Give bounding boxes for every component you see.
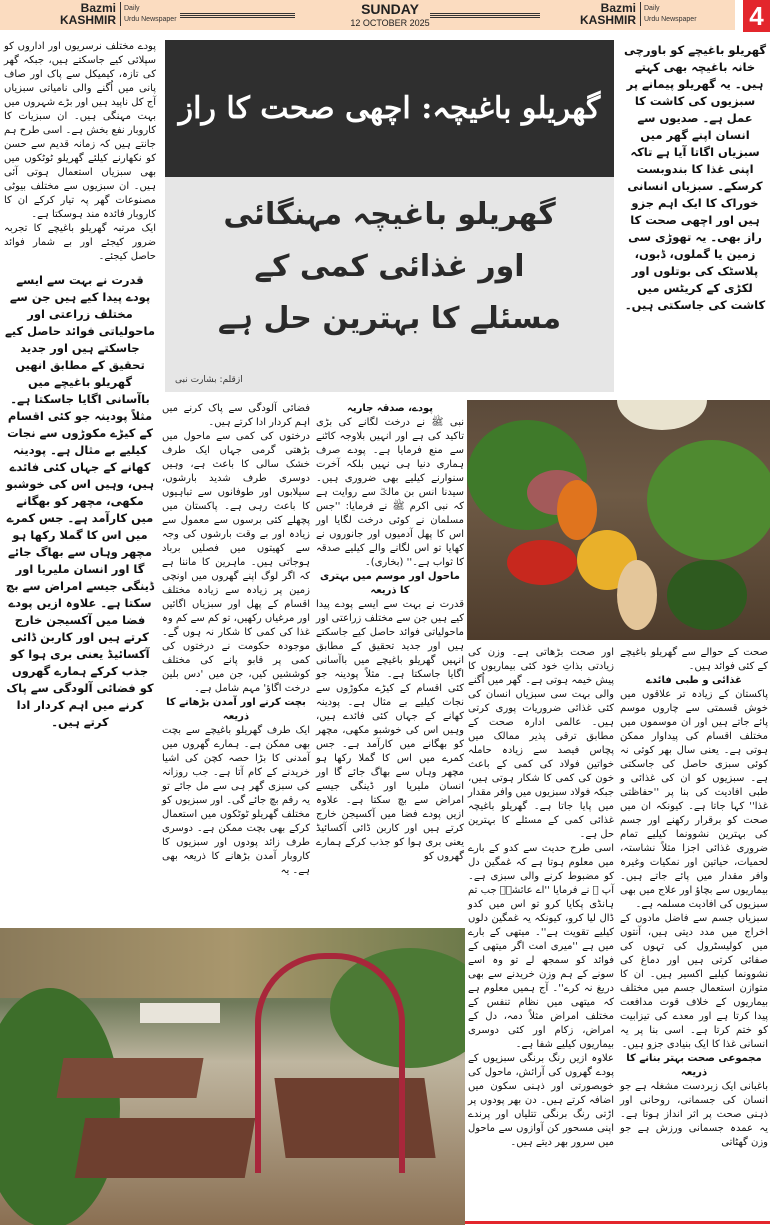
carrots <box>557 480 597 540</box>
section-heading: ماحول اور موسم میں بہتری کا ذریعہ <box>320 571 460 596</box>
section-heading: پودے، صدقہ جاریہ <box>347 403 433 414</box>
headline <box>165 40 614 177</box>
paragraph: اور صحت بڑھاتی ہے۔ وزن کی زیادتی بذاتِ خود کئی بیماریوں کا پیش خیمہ ہوتی ہے۔ گھر میں اُگنے والی بہت سی سبزیاں انسان کی کئی غذائی ضروریات پوری کرتی ہیں۔ عالمی ادارہ صحت کے مطابق ترقی پذیر ممالک میں پچاس فیصد سے زیادہ حاملہ خواتین فولاد کی کمی کے باعث خون کی کمی کا شکار ہوتی ہیں، جبکہ فولاد سبزیوں میں وافر مقدار میں پایا جاتا ہے۔ گھریلو باغیچہ غذائی کمی کے مسئلے کا بہترین حل ہے۔ <box>468 647 614 840</box>
brand-sub: Daily <box>124 5 140 12</box>
text-column-c <box>468 646 614 1150</box>
headline-text: گھریلو باغیچہ: اچھی صحت کا راز <box>178 90 601 126</box>
issue-day: SUNDAY <box>361 1 419 17</box>
brand-name: Bazmi <box>80 1 116 15</box>
subheadline-line: مسئلے کا بہترین حل ہے <box>217 301 562 336</box>
page-number: 4 <box>743 0 770 32</box>
paragraph: ایک مرتبہ گھریلو باغیچے کا تجربہ ضرور کیجئے اور بے شمار فوائد حاصل کیجئے۔ <box>4 223 156 262</box>
straw-hat <box>617 400 707 430</box>
brand-sub: Daily <box>644 5 660 12</box>
brand-left <box>60 2 177 26</box>
paragraph: باغبانی ایک زبردست مشغلہ ہے جو انسان کی جسمانی، روحانی اور ذہنی صحت پر اثر انداز ہوتا ہے۔ یہ عمدہ جسمانی ورزش ہے جو وزن گھٹاتی <box>620 1081 768 1148</box>
section-heading: غذائی و طبی فائدے <box>646 675 742 686</box>
bench <box>140 1003 220 1023</box>
shrubs <box>0 988 120 1225</box>
vegetables-photo <box>467 400 770 640</box>
raised-bed <box>75 1118 256 1178</box>
subheadline-line: گھریلو باغیچہ مہنگائی <box>223 197 556 232</box>
byline: ازقلم: بشارت نبی <box>175 375 243 385</box>
paragraph: درختوں کی کمی سے ماحول میں بڑھتی گرمی جہاں ایک طرف خشک سالی کا باعث ہے، وہیں دوسری طرف شدید بارشوں، سیلابوں اور طوفانوں سے تباہیوں کا باعث رہی ہے۔ پاکستان میں پچھلے کئی برسوں سے معمول سے زیادہ اور بے وقت بارشوں کی وجہ سے کھیتوں میں فصلیں برباد ہوجاتی ہیں۔ ماہرین کا ماننا ہے کہ اگر لوگ اپنے گھروں میں اونچی زمین پر زیادہ سے زیادہ مختلف اقسام کے پھل اور سبزیاں اگائیں اور مرغیاں رکھیں، تو کم سے کم وہ غذا کی کمی کا شکار نہ ہوں گے۔ موجودہ حکومت نے درختوں کی کمی پر قابو پانے کی مختلف کوششیں کیں، جن میں 'دس بلین درخت اگاؤ' مہم شامل ہے۔ <box>162 431 310 694</box>
subheadline-line: اور غذائی کمی کے <box>254 249 525 284</box>
tomatoes <box>507 540 577 585</box>
brand-name: KASHMIR <box>580 13 636 27</box>
paragraph: علاوہ ازیں رنگ برنگی سبزیوں کے پودے گھروں کی آرائش، ماحول کی خوبصورتی اور ذہنی سکون میں اضافہ کرتے ہیں۔ دن بھر پودوں پر اڑتی رنگ برنگی تتلیاں اور پرندے اپنی مسحور کن آوازوں سے ماحول میں سرور بھر دیتے ہیں۔ <box>468 1053 614 1148</box>
masthead-band <box>0 0 735 30</box>
garden-photo <box>0 928 465 1225</box>
divider-rule <box>430 13 540 18</box>
paragraph: پودے مختلف نرسریوں اور اداروں کو سپلائی کیے جاسکتے ہیں، جبکہ گھر کی تازہ، کیمیکل سے پاک اور صاف پانی میں اُگنے والی نامیاتی سبزیاں آج کل ناپید ہیں اور بڑے شہروں میں بہت مہنگی ہیں۔ ان سبزیات کا کاروبار نفع بخش ہے۔ اسی طرح ہم جانتے ہیں کہ زمانہ قدیم سے حسن کو نکھارنے کیلئے گھریلو ٹوٹکوں میں بھی سبزیاں استعمال ہوتی آئی ہیں۔ ان سبزیوں سے مختلف بیوٹی مصنوعات گھر پہ تیار کرکے ان کا کاروبار فائدہ مند ہوسکتا ہے۔ <box>4 41 156 220</box>
paragraph: سبزیاں جسم سے فاضل مادوں کے اخراج میں مدد دیتی ہیں، آنتوں میں کولیسٹرول کی تہوں کی صفائی کرتی ہیں اور دماغ کی نشوونما کیلیے اکسیر ہیں۔ ان کا متوازن استعمال جسم میں مختلف بیماریوں کے خلاف قوت مدافعت پیدا کرتا ہے اور معدے کی تیزابیت کو ختم کرتا ہے۔ اسی بنا پر یہ انسانی غذا کا ایک بنیادی جزو ہیں۔ <box>620 913 768 1050</box>
text-column-b <box>316 402 464 864</box>
zucchini <box>667 560 747 630</box>
brand-name: KASHMIR <box>60 13 116 27</box>
divider-rule <box>180 13 295 18</box>
text-column-d <box>620 646 768 1150</box>
left-top-column <box>4 40 156 272</box>
issue-date: 12 OCTOBER 2025 <box>350 18 430 28</box>
subheadline <box>165 177 614 392</box>
section-heading: مجموعی صحت بہتر بنانے کا ذریعہ <box>626 1053 762 1078</box>
brand-right <box>580 2 697 26</box>
paragraph: قدرت نے بہت سے ایسے پودے پیدا کیے ہیں جن سے مختلف زراعتی اور ماحولیاتی فوائد حاصل کیے جاسکتے ہیں اور جدید تحقیق کے مطابق انہیں گھریلو باغیچے میں باآسانی اگایا جاسکتا ہے۔ مثلاً پودینہ جو کئی اقسام کے کیڑے مکوڑوں سے نجات کیلیے بے مثال ہے۔ پودینہ کھانے کے جہاں کئی فائدے ہیں، وہیں اس کی خوشبو مکھی، مچھر کو بھگانے میں کارآمد ہے۔ جس کمرے میں اس کا گملا رکھا ہو مچھر وہاں سے بھاگ جائے گا اور انسان ملیریا اور ڈینگی جیسے امراض سے بچ سکتا ہے۔ علاوہ ازیں پودے فضا میں آکسیجن خارج کرتے ہیں اور کاربن ڈائی آکسائیڈ یعنی بری ہوا کو جذب کرکے ہمارے گھروں کو <box>316 599 464 862</box>
pullout-column <box>4 272 156 731</box>
section-heading: بچت کرنے اور آمدن بڑھانے کا ذریعہ <box>166 697 306 722</box>
squash <box>617 560 657 630</box>
paragraph: پاکستان کے زیادہ تر علاقوں میں خوش قسمتی سے چاروں موسم پائے جاتے ہیں اور ان موسموں میں مختلف اقسام کی پیداوار ممکن ہوتی ہے۔ یعنی سال بھر کوئی نہ کوئی سبزی حاصل کی جاسکتی ہے۔ سبزیوں کو ان کی غذائی و طبی افادیت کی بنا پر ''حفاظتی غذا'' کہا جاتا ہے۔ کیونکہ ان میں صحت کو برقرار رکھنے اور جسم کی بہترین نشوونما کیلیے تمام ضروری غذائی اجزا مثلاً نشاستہ، لحمیات، حیاتین اور نمکیات وغیرہ وافر مقدار میں پائے جاتے ہیں۔ بیماریوں سے بچاؤ اور علاج میں بھی سبزیوں کی افادیت مسلمہ ہے۔ <box>620 689 768 910</box>
paragraph: ایک طرف گھریلو باغیچے سے بچت بھی ممکن ہے۔ ہمارے گھروں میں آمدنی کا بڑا حصہ کچن کی اشیا خریدنے کے کام آتا ہے۔ جب روزانہ کی سبزی گھر ہی سے مل جائے تو یہ رقم بچ جائے گی۔ اور سبزیوں کو مختلف گھریلو ٹوٹکوں میں استعمال کرکے بھی بچت ممکن ہے۔ دوسری طرف زائد پودوں اور سبزیوں کا کاروبار آمدن بڑھانے کا ذریعہ بھی ہے۔ یہ <box>162 725 310 876</box>
garden-arch <box>255 953 405 1173</box>
paragraph: فضائی آلودگی سے پاک کرنے میں اہم کردار ادا کرتے ہیں۔ <box>162 403 310 428</box>
intro-column <box>622 42 768 314</box>
brand-sub: Urdu Newspaper <box>124 16 177 23</box>
text-column-a <box>162 402 310 878</box>
pullout-text: قدرت نے بہت سے ایسے پودے پیدا کیے ہیں جن سے مختلف زراعتی اور ماحولیاتی فوائد حاصل کیے جاسکتے ہیں اور جدید تحقیق کے مطابق انھیں گھریلو باغیچے میں باآسانی اگایا جاسکتا ہے۔ مثلاً پودینہ جو کئی اقسام کے کیڑے مکوڑوں سے نجات کیلیے بے مثال ہے۔ پودینہ کھانے کے جہاں کئی فائدے ہیں، وہیں اس کی خوشبو مکھی، مچھر کو بھگانے میں کارآمد ہے۔ جس کمرے میں اس کا گملا رکھا ہو مچھر وہاں سے بھاگ جائے گا اور انسان ملیریا اور ڈینگی جیسے امراض سے بچ سکتا ہے۔ علاوہ ازیں پودے فضا میں آکسیجن خارج کرتے ہیں اور کاربن ڈائی آکسائیڈ یعنی بری ہوا کو جذب کرکے ہمارے گھروں کو فضائی آلودگی سے پاک کرنے میں اہم کردار ادا کرتے ہیں۔ <box>5 273 155 729</box>
foliage <box>647 440 770 560</box>
paragraph: اسی طرح حدیث سے کدو کے بارے میں معلوم ہوتا ہے کہ غمگین دل کو مضبوط کرنے والی سبزی ہے۔ آپ ﷺ نے فرمایا ''اے عائشہؓ جب تم ہانڈی پکایا کرو تو اس میں کدو ڈال لیا کرو، کیونکہ یہ غمگین دلوں کیلیے تقویت ہے''۔ میتھی کے بارے میں ہے ''میری امت اگر میتھی کے فوائد کو سمجھ لے تو وہ اسے سونے کے ہم وزن خریدنے سے بھی دریغ نہ کرے''۔ آج ہمیں معلوم ہے کہ میتھی میں نظام تنفس کے مختلف امراض مثلاً دمہ، دل کے امراض، زکام اور کئی دوسری بیماریوں کیلیے شفا ہے۔ <box>468 843 614 1050</box>
paragraph: نبی ﷺ نے درخت لگانے کی بڑی تاکید کی ہے اور انہیں بلاوجہ کاٹنے سے منع فرمایا ہے۔ پودے صرف ہماری دنیا ہی نہیں بلکہ آخرت سنوارنے کیلیے بھی ضروری ہیں۔ سیدنا انس بن مالکؓ سے روایت ہے کہ نبی اکرم ﷺ نے فرمایا: ''جس مسلمان نے کوئی درخت لگایا اور اس کا پھل آدمیوں اور جانوروں نے کھایا تو اس لگانے والے کیلیے صدقہ کا ثواب ہے۔'' (بخاری)۔ <box>316 417 464 568</box>
brand-name: Bazmi <box>600 1 636 15</box>
intro-text: گھریلو باغیچے کو باورچی خانہ باغیچہ بھی کہتے ہیں۔ یہ گھریلو پیمانے پر سبزیوں کی کاشت کا عمل ہے۔ صدیوں سے انسان اپنے گھر میں سبزیاں اگاتا آیا ہے تاکہ اپنی غذا کا بندوبست کرسکے۔ سبزیاں انسانی خوراک کا ایک اہم جزو ہیں اور اچھی صحت کا راز بھی۔ یہ تھوڑی سی زمین یا گملوں، ڈبوں، پلاسٹک کی بوتلوں اور لکڑی کے کریٹس میں کاشت کی جاسکتی ہیں۔ <box>623 43 767 312</box>
paragraph: صحت کے حوالے سے گھریلو باغیچے کے کئی فوائد ہیں۔ <box>620 647 768 672</box>
left-column-stack <box>4 40 156 731</box>
raised-bed <box>56 1058 203 1098</box>
footer-rule <box>465 1221 770 1224</box>
brand-sub: Urdu Newspaper <box>644 16 697 23</box>
